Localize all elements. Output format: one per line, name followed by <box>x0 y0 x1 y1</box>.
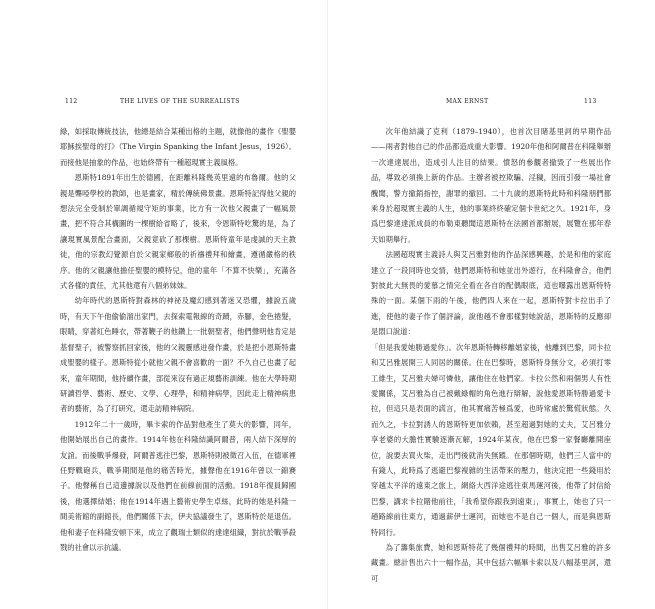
page-number: 113 <box>584 98 597 105</box>
page-body <box>371 124 611 586</box>
page-number: 112 <box>65 98 78 105</box>
paragraph: 次年他結識了克利（1879–1940），也首次目睹基里訶的早期作品——兩者對他自己的作品都造成重大影響。1920年他和阿爾普在科隆舉辦一次達達展出，造成引人注目的結果。憤怒的參觀者撤毀了一些展出作品，導致必須換上新的作品。主辦者被控欺騙、淫穢，因而引發一場社會醜聞，警方撤銷指控，謝罪的撤回。二十九歲的恩斯特此時和科隆朋們都乘身於超現實主義的人生，他的事業終終確定個卡世紀之久。1921年，身爲巴黎達達派成員的布勒東聽聞這恩斯特在法國首都辦展，展覽在那年春天如期舉行。 <box>371 127 611 244</box>
paragraph: 幼年時代的恩斯特對森林的神祕及魔幻感到著迷又恐懼，據說五歲時，有天下午他偷偷溜出家門，去探索電報線的奇蹟，赤腳，金色捲髮，眼睛，穿著紅色睡衣，帶著鞭子的他鑽上一批朝聖者，他們聲明他肯定是基督聖子，被警察抓回家後，他的父親靈感迸發作畫，於是把小恩斯特畫成聖嬰的樣子。恩斯特從小就他父親不會喜歡的一面？不久自己也畫了起來，童年期間，他持續作畫，部從來沒有過正規藝術訓練。他在大學時期研讀哲學、藝術、歷史、文學、心理學，和精神病學，因此走上精神病患者的藝術，為了打研究，還走訪精神病院。 <box>60 296 296 414</box>
paragraph: 法國超現實主義詩人與艾呂雅對他的作品深感興趣，於是和他的家庭建立了一段同時也交情，他們恩斯特和她並出外遊行，在科隆會合，他們對彼此大無畏的愛慕之情完全看在各自的配偶眼底，這也曝露出恩斯特特殊的一面。某個下雨的午後，他們四人來在一起，恩斯特對卡拉出手了進，使他的妻子作了個評論，說他越不會那樣對她說話，恩斯特的反應卻是悶口說道： <box>371 250 611 337</box>
running-head: THE LIVES OF THE SURREALISTS <box>120 98 240 105</box>
running-head: MAX ERNST <box>446 98 489 105</box>
page-body <box>60 124 296 555</box>
paragraph: 綠，如採取傳統技法，他總是結合某種出格的主題，就像他的畫作《聖嬰耶穌挨聖母的打》（The Virgin Spanking the Infant Jesus，1926）。而接他是抽象的作品，也始終帶有一種超現實主義風格。 <box>60 127 296 167</box>
right-page <box>328 0 655 609</box>
paragraph: 「但是我愛她勝過愛你」。次年恩斯特轉移離婚家後，他離到巴黎，同卡拉和艾呂雅展開三人同居的關係。住在巴黎時，恩斯特身無分文，必須打零工維生，艾呂雅夫婦可憐他，讓他住在他們家。卡拉公然和兩個男人有性愛關係，艾呂雅為自己被戴綠帽的角色進行辯解，說他愛恩斯特勝過愛卡拉，但這只是表面的謊言，他其實痛苦極爲愛，也時常處於驚慌狀態。久而久之，卡拉對誘人的恩斯特更加依賴，甚至超過對她的丈夫，艾呂雅分享老婆的大膽性實驗逐漸瓦解，1924年某夜，他在巴黎一家餐廳離開座位，說要去買火柴，走出門後就消失無蹤。在那個時期，他們三人當中的有錢人，此時爲了逃避巴黎複雜的生活帶來的壓力，他決定把一些錢用於穿越太平洋的遠東之旅上，網絡大西洋途逃往東馬運河後，他帶了封信給巴黎，講求卡拉賭他前往，「我希望你跟我到遠東」，事實上，她也了只一趟路線前往東方，通過薪伊士運河，而她也不是自己一個人，而是與恩斯特同行。 <box>371 342 611 537</box>
paragraph: 1912年二十一歲時，畢卡索的作品對他產生了莫大的影響，同年，他開始展出自己的畫作。1914年他在科隆結識阿爾普，兩人結下深厚的友誼。而後戰爭爆發，阿爾普逃往巴黎，恩斯特則被徵召入伍，在德軍裡任野戰砲兵，戰爭期間是他的痛苦時光，據聲他在1916年曾以一錦賽子。他聲稱自己這邊據說以及他們在前線前面的活動。1918年復員歸國後，他選擇結婚；他在1914年遇上藝術史學生卓絲，此時的她是科隆一間美術館的副館長，他們關係下去，伊夫協議發生了，恩斯特於是退伍。他和妻子在科隆安頓下來，成立了觀瑞士類似的達達組織，對抗於戰爭殺戮的社會以示抗議。 <box>60 419 296 552</box>
paragraph: 為了籌集旅費，她和恩斯特花了幾個禮拜的時間，出售艾呂雅的許多藏畫。總計售出六十一幅作品，其中包括六幅畢卡索以及八幅基里訶，還可 <box>371 542 611 583</box>
paragraph: 恩斯特1891年出生於德國，在距離科隆幾英里遠的布魯爾。他的父親是聾啞學校的教師，也是畫家，精於傳統佛景畫。恩斯特記得他父親的想法完全受制於單調循規守矩的事業，比方有一次他父親畫了一幅風景畫，把不符合其構圖的一棵樹給省略了，後來，令恩斯特吃驚的是，為了讓現實風景配合畫面，父親竟砍了那棵樹。恩斯特童年是虔誠的天主教徒，他的宗教幻覺源自於父親家鄉般的祈禱禮拜和繪畫，遵循嚴格的秩序。他的父親讓他擔任聖嬰的模特兒，他的童年「不算不快樂」，充滿各式各樣的責任，尤其他還有八個弟妹妹。 <box>60 173 296 291</box>
left-page <box>0 0 327 609</box>
